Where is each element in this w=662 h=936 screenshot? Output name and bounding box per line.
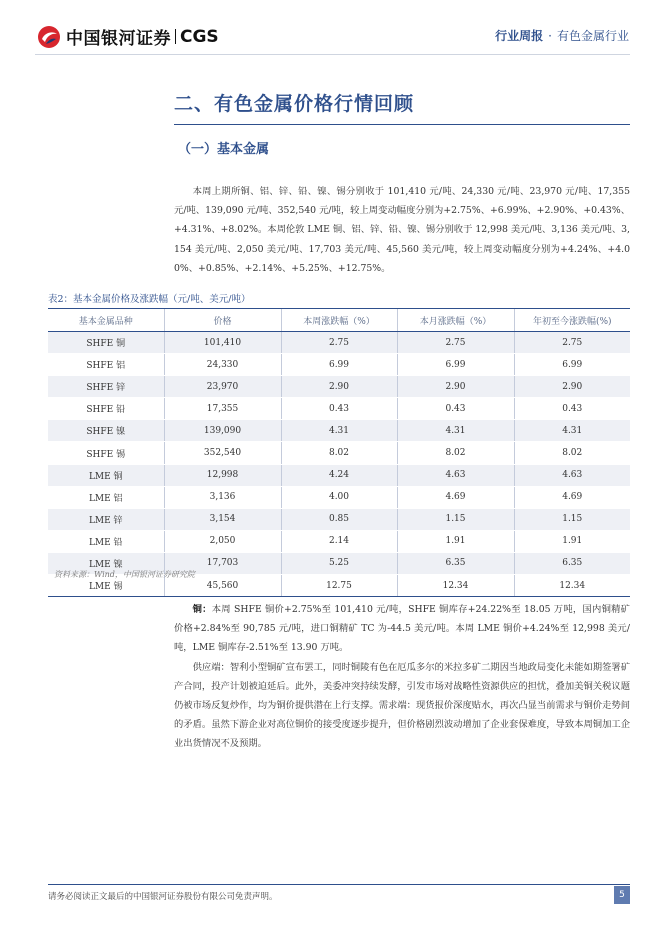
header-weekly-change: 本周涨跌幅（%） [281,309,397,332]
logo-chinese-name: 中国银河证券 [66,29,171,49]
cell-ytd-change: 8.02 [514,442,630,464]
cell-metal: LME 铅 [48,530,164,552]
cell-weekly-change: 5.25 [281,552,397,574]
cell-weekly-change: 4.31 [281,420,397,442]
footer-disclaimer: 请务必阅读正文最后的中国银河证券股份有限公司免责声明。 [48,892,278,902]
header-price: 价格 [164,309,281,332]
footer-divider [48,884,630,885]
table-row [48,376,630,398]
cell-metal: LME 铜 [48,464,164,486]
cell-monthly-change: 1.15 [397,508,514,530]
section-title: 二、有色金属价格行情回顾 [174,93,415,115]
header-divider [35,54,630,55]
cgs-logo-icon [37,25,61,49]
metal-price-table [48,308,630,597]
cell-weekly-change: 12.75 [281,575,397,597]
cell-metal: LME 镍 [48,552,164,574]
cell-price: 352,540 [164,442,281,464]
cell-weekly-change: 2.75 [281,332,397,354]
cell-price: 24,330 [164,354,281,376]
cell-ytd-change: 1.15 [514,508,630,530]
header-ytd-change: 年初至今涨跌幅(%) [514,309,630,332]
cell-metal: LME 锡 [48,575,164,597]
table-row [48,464,630,486]
cell-monthly-change: 2.90 [397,376,514,398]
cell-monthly-change: 2.75 [397,332,514,354]
cell-price: 101,410 [164,332,281,354]
cell-ytd-change: 2.75 [514,332,630,354]
cell-price: 12,998 [164,464,281,486]
summary-text: 本周上期所铜、铝、锌、铅、镍、锡分别收于 101,410 元/吨、24,330 元/吨、23,970 元/吨、17,355 元/吨、139,090 元/吨、352,540 元/吨，较上周变动幅度分别为+2.75%、+6.99%、+2.90%、+0.43%、+4.31%、+8.02%。本周伦敦 LME 铜、铝、锌、铅、镍、锡分别收于 12,998 美元/吨、3,136 美元/吨、3,154 美元/吨、2,050 美元/吨、17,703 美元/吨、45,560 美元/吨，较上周变动幅度分别为+4.24%、+4.00%、+0.85%、+2.14%、+5.25%、+12.75%。 [174,186,630,274]
logo-divider [175,29,176,44]
cell-price: 17,355 [164,398,281,420]
cell-ytd-change: 2.90 [514,376,630,398]
logo-english-name: CGS [180,26,219,47]
cell-ytd-change: 1.91 [514,530,630,552]
company-logo [37,24,219,49]
cell-metal: SHFE 铅 [48,398,164,420]
cell-monthly-change: 4.31 [397,420,514,442]
table-body [48,332,630,597]
table-row [48,332,630,354]
cell-ytd-change: 4.69 [514,486,630,508]
cell-price: 3,154 [164,508,281,530]
cell-metal: LME 锌 [48,508,164,530]
cell-price: 23,970 [164,376,281,398]
cell-monthly-change: 4.69 [397,486,514,508]
copper-text: 本周 SHFE 铜价+2.75%至 101,410 元/吨，SHFE 铜库存+24.22%至 18.05 万吨，国内铜精矿价格+2.84%至 90,785 元/吨，进口铜精矿 TC 为-44.5 美元/吨。本周 LME 铜价+4.24%至 12,998 美元/吨，LME 铜库存-2.51%至 13.90 万吨。 [174,604,630,654]
table-source: 资料来源：Wind，中国银河证券研究院 [54,570,195,579]
cell-price: 2,050 [164,530,281,552]
cell-price: 3,136 [164,486,281,508]
report-category [495,27,629,44]
report-type: 行业周报 [495,29,544,43]
copper-analysis [174,600,630,754]
cell-price: 139,090 [164,420,281,442]
table-row [48,530,630,552]
cell-monthly-change: 6.35 [397,552,514,574]
cell-metal: SHFE 铝 [48,354,164,376]
cell-weekly-change: 4.00 [281,486,397,508]
page-header [0,0,662,60]
cell-ytd-change: 12.34 [514,575,630,597]
header-monthly-change: 本月涨跌幅（%） [397,309,514,332]
page-number: 5 [614,886,630,904]
cell-price: 17,703 [164,552,281,574]
copper-supply-demand: 供应端：智利小型铜矿宣布罢工，同时铜陵有色在厄瓜多尔的米拉多矿二期因当地政局变化未能如期签署矿产合同，投产计划被迫延后。此外，美委冲突持续发酵，引发市场对战略性资源供应的担忧，叠加美铜关税议题仍被市场反复炒作，均为铜价提供潜在上行支撑。需求端：现货报价深度贴水，再次凸显当前需求与铜价走势间的矛盾。虽然下游企业对高位铜价的接受度逐步提升，但价格剧烈波动增加了企业套保难度，导致本周铜加工企业出货情况不及预期。 [174,661,630,750]
cell-ytd-change: 4.63 [514,464,630,486]
table-row [48,508,630,530]
cell-metal: SHFE 锡 [48,442,164,464]
table-row [48,398,630,420]
cell-weekly-change: 6.99 [281,354,397,376]
cell-weekly-change: 2.14 [281,530,397,552]
cell-monthly-change: 12.34 [397,575,514,597]
table-row [48,420,630,442]
table-row [48,486,630,508]
cell-ytd-change: 6.35 [514,552,630,574]
cell-monthly-change: 0.43 [397,398,514,420]
cell-metal: SHFE 锌 [48,376,164,398]
cell-metal: SHFE 镍 [48,420,164,442]
cell-metal: LME 铝 [48,486,164,508]
table-header-row [48,309,630,332]
cell-weekly-change: 0.43 [281,398,397,420]
table-caption: 表2：基本金属价格及涨跌幅（元/吨、美元/吨） [48,294,251,305]
copper-lead: 铜： [192,604,212,615]
cell-metal: SHFE 铜 [48,332,164,354]
cell-monthly-change: 1.91 [397,530,514,552]
cell-monthly-change: 8.02 [397,442,514,464]
industry-name: 有色金属行业 [556,29,629,43]
table-row [48,354,630,376]
cell-price: 45,560 [164,575,281,597]
header-separator: · [548,29,552,43]
section-divider [174,124,630,125]
table-row [48,442,630,464]
cell-ytd-change: 4.31 [514,420,630,442]
summary-paragraph [174,182,630,278]
header-metal: 基本金属品种 [48,309,164,332]
copper-paragraph [174,600,630,658]
cell-ytd-change: 0.43 [514,398,630,420]
cell-monthly-change: 4.63 [397,464,514,486]
cell-weekly-change: 4.24 [281,464,397,486]
cell-weekly-change: 0.85 [281,508,397,530]
subsection-title: （一）基本金属 [178,142,270,157]
cell-weekly-change: 2.90 [281,376,397,398]
cell-monthly-change: 6.99 [397,354,514,376]
cell-weekly-change: 8.02 [281,442,397,464]
cell-ytd-change: 6.99 [514,354,630,376]
